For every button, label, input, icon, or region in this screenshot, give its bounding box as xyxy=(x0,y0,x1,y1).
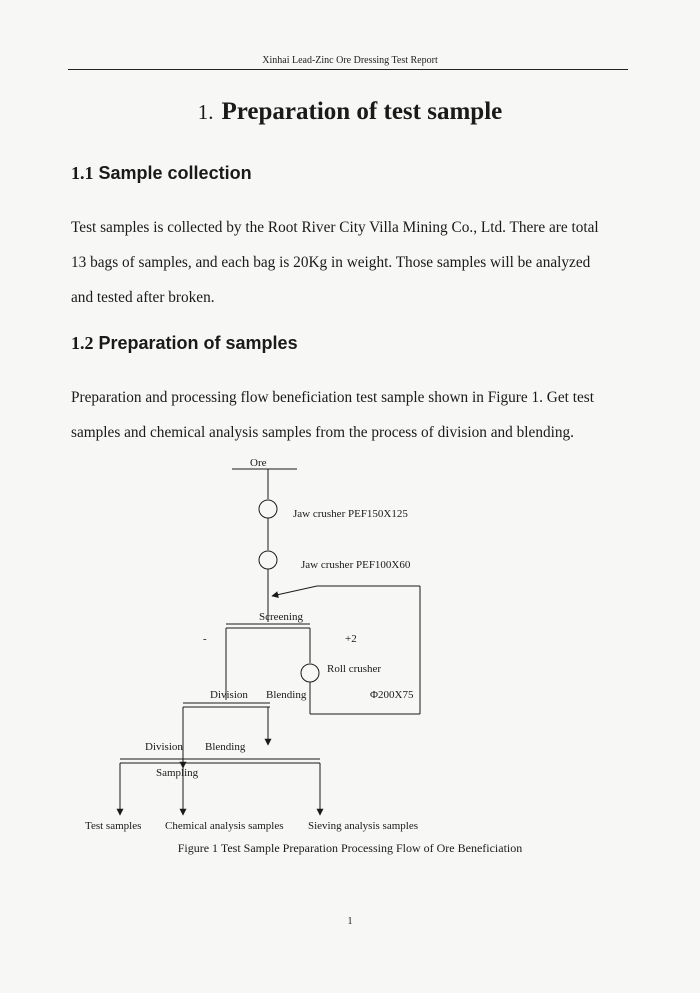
section-number: 1.2 xyxy=(71,333,94,353)
roll-crusher-label: Roll crusher xyxy=(327,663,382,675)
jaw-crusher-2-label: Jaw crusher PEF100X60 xyxy=(301,559,411,571)
jaw-crusher-2-symbol xyxy=(259,551,277,569)
blending-label-1: Blending xyxy=(266,689,307,701)
section-number: 1.1 xyxy=(71,163,94,183)
roll-crusher-symbol xyxy=(301,664,319,682)
division-label-1: Division xyxy=(210,689,248,701)
undersize-label: - xyxy=(203,633,207,645)
oversize-label: +2 xyxy=(345,633,357,645)
sampling-label: Sampling xyxy=(156,767,199,779)
output-test-samples: Test samples xyxy=(85,820,142,832)
ore-label: Ore xyxy=(250,457,267,469)
paragraph-line: 13 bags of samples, and each bag is 20Kg in weight. Those samples will be analyzed xyxy=(71,254,591,271)
blending-label-2: Blending xyxy=(205,741,246,753)
page-number: 1 xyxy=(347,916,353,927)
paragraph-line: samples and chemical analysis samples from the process of division and blending. xyxy=(71,424,574,441)
paragraph-line: Preparation and processing flow beneficiation test sample shown in Figure 1. Get test xyxy=(71,389,594,406)
jaw-crusher-1-label: Jaw crusher PEF150X125 xyxy=(293,508,408,520)
jaw-crusher-1-symbol xyxy=(259,500,277,518)
paragraph-line: Test samples is collected by the Root River City Villa Mining Co., Ltd. There are total xyxy=(71,219,599,236)
title-number: 1. xyxy=(197,100,214,124)
roll-crusher-size-label: Φ200X75 xyxy=(370,689,414,701)
output-sieving-analysis-samples: Sieving analysis samples xyxy=(308,820,418,832)
output-chemical-analysis-samples: Chemical analysis samples xyxy=(165,820,284,832)
title-text: Preparation of test sample xyxy=(221,98,503,125)
figure-caption: Figure 1 Test Sample Preparation Processing Flow of Ore Beneficiation xyxy=(177,841,523,855)
screening-label: Screening xyxy=(259,611,303,623)
section-heading-text: Preparation of samples xyxy=(98,333,298,353)
paragraph-line: and tested after broken. xyxy=(71,289,215,306)
page-header: Xinhai Lead-Zinc Ore Dressing Test Report xyxy=(262,55,438,66)
division-label-2: Division xyxy=(145,741,183,753)
section-heading-text: Sample collection xyxy=(98,163,252,183)
